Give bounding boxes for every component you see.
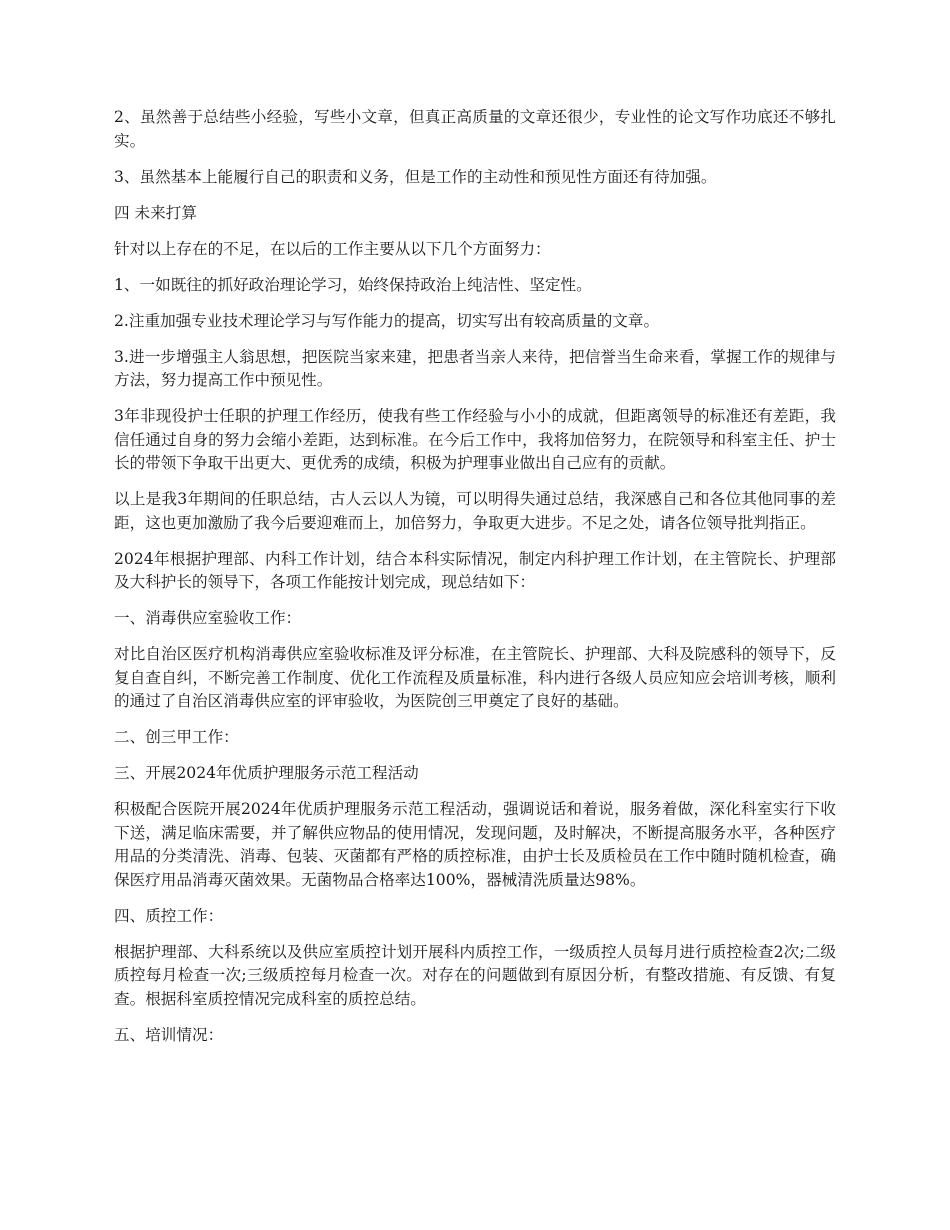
paragraph-weakness-3: 3、虽然基本上能履行自己的职责和义务，但是工作的主动性和预见性方面还有待加强。 <box>114 167 717 186</box>
paragraph-plan-1: 1、一如既往的抓好政治理论学习，始终保持政治上纯洁性、坚定性。 <box>114 275 592 294</box>
paragraph-quality-control: 根据护理部、大科系统以及供应室质控计划开展科内质控工作，一级质控人员每月进行质控检查2次;二级质控每月检查一次;三级质控每月检查一次。对存在的问题做到有原因分析，有整改措施、有反馈、有复查。根据科室质控情况完成科室的质控总结。 <box>114 942 836 1008</box>
paragraph-2024-intro: 2024年根据护理部、内科工作计划，结合本科实际情况，制定内科护理工作计划，在主管院长、护理部及大科护长的领导下，各项工作能按计划完成，现总结如下： <box>114 549 836 591</box>
heading-disinfection-acceptance: 一、消毒供应室验收工作： <box>114 609 302 627</box>
paragraph-disinfection-acceptance: 对比自治区医疗机构消毒供应室验收标准及评分标准，在主管院长、护理部、大科及院感科的领导下，反复自查自纠，不断完善工作制度、优化工作流程及质量标准，科内进行各级人员应知应会培训考核，顺利的通过了自治区消毒供应室的评审验收，为医院创三甲奠定了良好的基础。 <box>114 645 836 710</box>
heading-quality-nursing-activity: 三、开展2024年优质护理服务示范工程活动 <box>114 764 419 782</box>
paragraph-experience: 3年非现役护士任职的护理工作经历，使我有些工作经验与小小的成就，但距离领导的标准还有差距，我信任通过自身的努力会缩小差距，达到标准。在今后工作中，我将加倍努力，在院领导和科室主任、护士长的带领下争取干出更大、更优秀的成绩，积极为护理事业做出自己应有的贡献。 <box>114 407 836 472</box>
paragraph-summary-closing: 以上是我3年期间的任职总结，古人云以人为镜，可以明得失通过总结，我深感自己和各位其他同事的差距，这也更加激励了我今后要迎难而上，加倍努力，争取更大进步。不足之处，请各位领导批判指正。 <box>114 490 836 532</box>
paragraph-weakness-2: 2、虽然善于总结些小经验，写些小文章，但真正高质量的文章还很少，专业性的论文写作功底还不够扎实。 <box>114 108 836 150</box>
heading-grade-a-work: 二、创三甲工作： <box>114 728 239 746</box>
paragraph-plan-2: 2.注重加强专业技术理论学习与写作能力的提高，切实写出有较高质量的文章。 <box>114 311 660 330</box>
paragraph-plans-intro: 针对以上存在的不足，在以后的工作主要从以下几个方面努力： <box>114 239 551 258</box>
document-body <box>114 106 836 1060</box>
paragraph-quality-nursing-activity: 积极配合医院开展2024年优质护理服务示范工程活动，强调说话和着说，服务着做，深化科室实行下收下送，满足临床需要，并了解供应物品的使用情况，发现问题，及时解决，不断提高服务水平，各种医疗用品的分类清洗、消毒、包装、灭菌都有严格的质控标准，由护士长及质检员在工作中随时随机检查，确保医疗用品消毒灭菌效果。无菌物品合格率达100%，器械清洗质量达98%。 <box>114 800 836 889</box>
heading-quality-control: 四、质控工作： <box>114 906 224 925</box>
paragraph-plan-3: 3.进一步增强主人翁思想，把医院当家来建，把患者当亲人来待，把信誉当生命来看，掌握工作的规律与方法，努力提高工作中预见性。 <box>114 347 836 389</box>
heading-future-plans: 四 未来打算 <box>114 203 197 222</box>
heading-training: 五、培训情况： <box>114 1025 224 1044</box>
